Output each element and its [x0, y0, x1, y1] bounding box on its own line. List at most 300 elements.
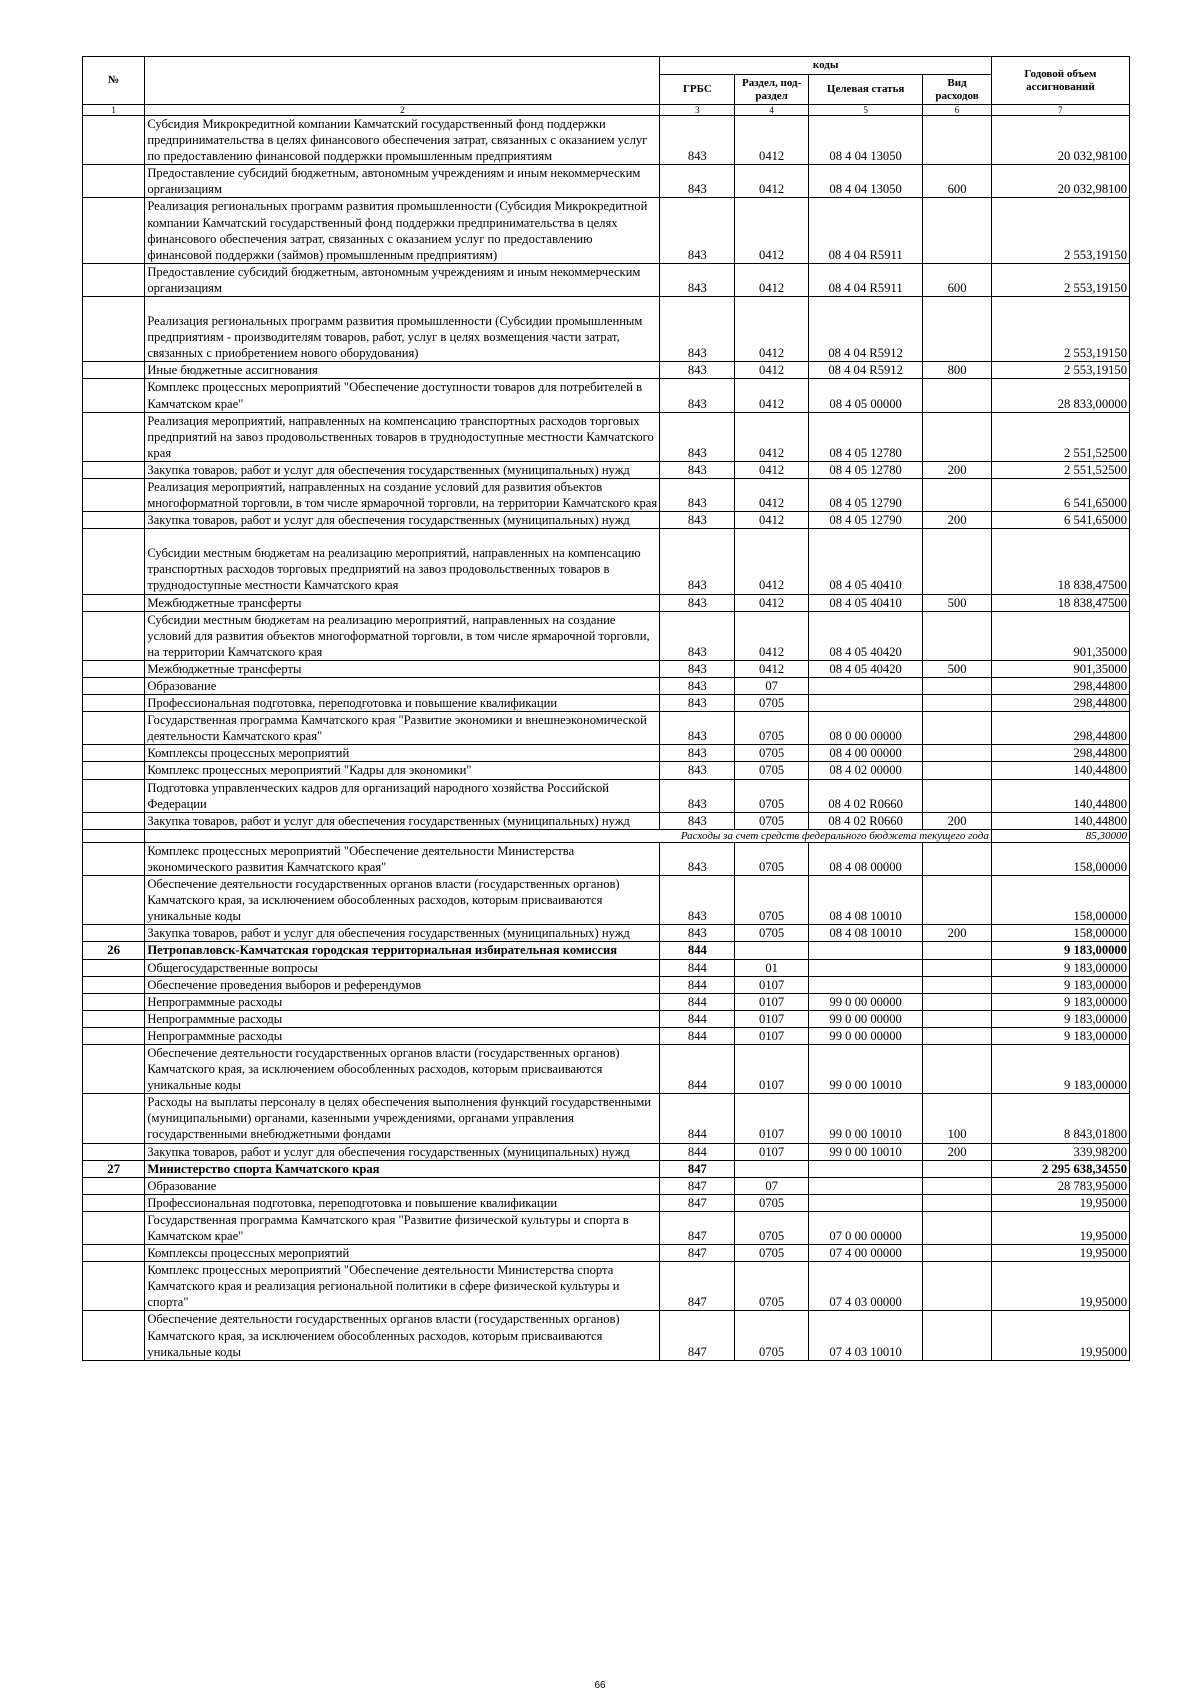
table-row	[83, 842, 1130, 875]
allocation-amount: 19,95000	[991, 1194, 1129, 1211]
row-name: Закупка товаров, работ и услуг для обеспечения государственных (муниципальных) нужд	[145, 1143, 660, 1160]
allocation-amount: 6 541,65000	[991, 478, 1129, 511]
table-row	[83, 412, 1130, 461]
expense-type-code	[923, 1194, 992, 1211]
allocation-amount: 20 032,98100	[991, 165, 1129, 198]
row-number-cell	[83, 1262, 145, 1311]
table-row	[83, 594, 1130, 611]
razdel-code: 07	[735, 678, 809, 695]
table-row	[83, 1262, 1130, 1311]
table-row	[83, 297, 1130, 362]
grbs-code: 843	[660, 695, 735, 712]
grbs-code: 843	[660, 712, 735, 745]
razdel-code: 0705	[735, 1262, 809, 1311]
allocation-amount: 2 553,19150	[991, 362, 1129, 379]
razdel-code: 0705	[735, 876, 809, 925]
row-number-cell	[83, 412, 145, 461]
row-number-cell	[83, 876, 145, 925]
grbs-code: 844	[660, 993, 735, 1010]
target-article-code: 99 0 00 10010	[809, 1143, 923, 1160]
row-number-cell	[83, 925, 145, 942]
allocation-amount: 2 295 638,34550	[991, 1160, 1129, 1177]
grbs-code: 843	[660, 297, 735, 362]
column-number: 3	[660, 105, 735, 116]
table-row	[83, 1027, 1130, 1044]
row-number-cell	[83, 478, 145, 511]
column-number: 5	[809, 105, 923, 116]
row-name: Комплекс процессных мероприятий "Обеспечение деятельности Министерства экономического развития Камчатского края"	[145, 842, 660, 875]
expense-type-code	[923, 745, 992, 762]
grbs-code: 843	[660, 116, 735, 165]
grbs-code: 843	[660, 263, 735, 296]
target-article-code	[809, 695, 923, 712]
grbs-code: 844	[660, 942, 735, 959]
allocation-amount: 158,00000	[991, 842, 1129, 875]
table-row	[83, 116, 1130, 165]
allocation-amount: 140,44800	[991, 812, 1129, 829]
row-name: Реализация мероприятий, направленных на создание условий для развития объектов многоформатной торговли, в том числе ярмарочной торговли, на территории Камчатского края	[145, 478, 660, 511]
target-article-code: 08 4 04 13050	[809, 116, 923, 165]
expense-type-code	[923, 1160, 992, 1177]
target-article-code: 08 4 05 00000	[809, 379, 923, 412]
razdel-code: 0705	[735, 779, 809, 812]
row-name: Реализация региональных программ развития промышленности (Субсидия Микрокредитной компании Камчатский государственный фонд поддержки предпринимательства в целях финансового обеспечения затрат, связанных с оказанием услуг по предоставлению финансовой поддержки (займов) промышленным предприятиям)	[145, 198, 660, 263]
grbs-code: 843	[660, 745, 735, 762]
expense-type-code	[923, 478, 992, 511]
table-row	[83, 165, 1130, 198]
target-article-code: 99 0 00 00000	[809, 1010, 923, 1027]
row-number-cell	[83, 1245, 145, 1262]
allocation-amount: 18 838,47500	[991, 529, 1129, 594]
expense-type-code	[923, 993, 992, 1010]
grbs-code: 843	[660, 925, 735, 942]
razdel-code: 0705	[735, 1245, 809, 1262]
row-number-cell	[83, 762, 145, 779]
allocation-amount: 9 183,00000	[991, 1044, 1129, 1093]
target-article-code: 08 4 04 R5911	[809, 198, 923, 263]
table-row	[83, 762, 1130, 779]
table-row	[83, 660, 1130, 677]
expense-type-code	[923, 959, 992, 976]
target-article-code: 99 0 00 00000	[809, 1027, 923, 1044]
table-row	[83, 712, 1130, 745]
expense-type-code	[923, 297, 992, 362]
row-number-cell	[83, 1211, 145, 1244]
allocation-amount: 9 183,00000	[991, 993, 1129, 1010]
row-number-cell	[83, 1311, 145, 1360]
row-name: Закупка товаров, работ и услуг для обеспечения государственных (муниципальных) нужд	[145, 812, 660, 829]
target-article-code: 08 0 00 00000	[809, 712, 923, 745]
expense-type-code	[923, 1211, 992, 1244]
target-article-code	[809, 1177, 923, 1194]
allocation-amount: 8 843,01800	[991, 1094, 1129, 1143]
allocation-amount: 140,44800	[991, 779, 1129, 812]
column-number: 6	[923, 105, 992, 116]
razdel-code: 0412	[735, 297, 809, 362]
row-name: Министерство спорта Камчатского края	[145, 1160, 660, 1177]
target-article-code	[809, 942, 923, 959]
row-number-cell	[83, 678, 145, 695]
razdel-code: 0705	[735, 812, 809, 829]
razdel-code: 0412	[735, 198, 809, 263]
table-row	[83, 993, 1130, 1010]
target-article-code: 08 4 02 R0660	[809, 812, 923, 829]
row-name: Непрограммные расходы	[145, 1027, 660, 1044]
row-name: Подготовка управленческих кадров для организаций народного хозяйства Российской Федерации	[145, 779, 660, 812]
target-article-code: 08 4 04 R5912	[809, 297, 923, 362]
expense-type-code	[923, 412, 992, 461]
expense-type-code	[923, 695, 992, 712]
organization-row	[83, 1160, 1130, 1177]
razdel-code: 0412	[735, 379, 809, 412]
allocation-amount: 19,95000	[991, 1211, 1129, 1244]
target-article-code	[809, 1194, 923, 1211]
allocation-amount: 9 183,00000	[991, 959, 1129, 976]
row-number-cell	[83, 829, 145, 842]
expense-type-code: 600	[923, 165, 992, 198]
razdel-code: 07	[735, 1177, 809, 1194]
row-number-cell	[83, 512, 145, 529]
grbs-code: 847	[660, 1194, 735, 1211]
row-number-cell	[83, 779, 145, 812]
table-row	[83, 695, 1130, 712]
row-name: Обеспечение проведения выборов и референдумов	[145, 976, 660, 993]
grbs-code: 843	[660, 876, 735, 925]
expense-type-code: 800	[923, 362, 992, 379]
row-name: Профессиональная подготовка, переподготовка и повышение квалификации	[145, 1194, 660, 1211]
row-name: Государственная программа Камчатского края "Развитие экономики и внешнеэкономической деятельности Камчатского края"	[145, 712, 660, 745]
grbs-code: 844	[660, 1094, 735, 1143]
row-name: Межбюджетные трансферты	[145, 660, 660, 677]
table-row	[83, 1010, 1130, 1027]
row-name: Общегосударственные вопросы	[145, 959, 660, 976]
table-row	[83, 925, 1130, 942]
expense-type-code: 200	[923, 925, 992, 942]
razdel-code: 0412	[735, 412, 809, 461]
razdel-code: 0705	[735, 762, 809, 779]
row-number-cell	[83, 993, 145, 1010]
expense-type-code	[923, 1044, 992, 1093]
allocation-amount: 158,00000	[991, 876, 1129, 925]
row-name: Обеспечение деятельности государственных органов власти (государственных органов) Камчатского края, за исключением обособленных расходов, которым присваиваются уникальные коды	[145, 1044, 660, 1093]
allocation-amount: 28 833,00000	[991, 379, 1129, 412]
table-row	[83, 976, 1130, 993]
expense-type-code	[923, 611, 992, 660]
allocation-amount: 298,44800	[991, 695, 1129, 712]
row-number-cell	[83, 712, 145, 745]
table-row	[83, 512, 1130, 529]
row-number-cell	[83, 165, 145, 198]
razdel-code: 0412	[735, 478, 809, 511]
table-row	[83, 1245, 1130, 1262]
grbs-code: 847	[660, 1311, 735, 1360]
table-row	[83, 1177, 1130, 1194]
razdel-code: 0705	[735, 745, 809, 762]
allocation-amount: 2 551,52500	[991, 461, 1129, 478]
allocation-amount: 158,00000	[991, 925, 1129, 942]
grbs-code: 843	[660, 198, 735, 263]
row-name: Предоставление субсидий бюджетным, автономным учреждениям и иным некоммерческим организациям	[145, 165, 660, 198]
expense-type-code	[923, 1010, 992, 1027]
razdel-code: 0705	[735, 1311, 809, 1360]
target-article-code: 08 4 05 12790	[809, 512, 923, 529]
row-name: Образование	[145, 678, 660, 695]
razdel-code: 0412	[735, 529, 809, 594]
target-article-code: 08 4 05 40410	[809, 594, 923, 611]
grbs-code: 844	[660, 959, 735, 976]
allocation-amount: 2 553,19150	[991, 297, 1129, 362]
row-number-cell	[83, 379, 145, 412]
expense-type-code: 600	[923, 263, 992, 296]
grbs-code: 844	[660, 1044, 735, 1093]
table-header	[83, 57, 1130, 116]
grbs-code: 843	[660, 594, 735, 611]
table-row	[83, 1143, 1130, 1160]
table-row	[83, 611, 1130, 660]
table-row	[83, 461, 1130, 478]
allocation-amount: 2 551,52500	[991, 412, 1129, 461]
grbs-code: 843	[660, 461, 735, 478]
target-article-code	[809, 976, 923, 993]
header-razdel: Раздел, под-раздел	[735, 75, 809, 105]
grbs-code: 843	[660, 478, 735, 511]
allocation-amount: 9 183,00000	[991, 1010, 1129, 1027]
target-article-code: 07 4 03 10010	[809, 1311, 923, 1360]
row-name: Комплексы процессных мероприятий	[145, 1245, 660, 1262]
grbs-code: 843	[660, 512, 735, 529]
note-text: Расходы за счет средств федерального бюджета текущего года	[145, 829, 992, 842]
grbs-code: 847	[660, 1160, 735, 1177]
target-article-code: 08 4 05 40420	[809, 611, 923, 660]
target-article-code	[809, 959, 923, 976]
column-number: 4	[735, 105, 809, 116]
expense-type-code	[923, 942, 992, 959]
table-body	[83, 116, 1130, 1361]
table-row	[83, 478, 1130, 511]
row-name: Межбюджетные трансферты	[145, 594, 660, 611]
expense-type-code	[923, 1245, 992, 1262]
expense-type-code	[923, 976, 992, 993]
grbs-code: 843	[660, 842, 735, 875]
table-row	[83, 263, 1130, 296]
header-name	[145, 57, 660, 105]
target-article-code: 08 4 00 00000	[809, 745, 923, 762]
grbs-code: 843	[660, 412, 735, 461]
note-amount: 85,30000	[991, 829, 1129, 842]
expense-type-code	[923, 116, 992, 165]
expense-type-code	[923, 1027, 992, 1044]
grbs-code: 843	[660, 379, 735, 412]
row-number-cell	[83, 959, 145, 976]
razdel-code: 01	[735, 959, 809, 976]
row-number-cell	[83, 1177, 145, 1194]
grbs-code: 847	[660, 1262, 735, 1311]
header-target-article: Целевая статья	[809, 75, 923, 105]
expense-type-code	[923, 379, 992, 412]
grbs-code: 843	[660, 611, 735, 660]
row-name: Иные бюджетные ассигнования	[145, 362, 660, 379]
row-name: Комплекс процессных мероприятий "Обеспечение доступности товаров для потребителей в Камчатском крае"	[145, 379, 660, 412]
row-name: Реализация региональных программ развития промышленности (Субсидии промышленным предприятиям - производителям товаров, работ, услуг в целях возмещения части затрат, связанных с приобретением нового оборудования)	[145, 297, 660, 362]
grbs-code: 844	[660, 976, 735, 993]
table-row	[83, 379, 1130, 412]
grbs-code: 843	[660, 165, 735, 198]
grbs-code: 844	[660, 1143, 735, 1160]
row-name: Непрограммные расходы	[145, 993, 660, 1010]
target-article-code: 08 4 08 00000	[809, 842, 923, 875]
row-number-cell	[83, 263, 145, 296]
allocation-amount: 339,98200	[991, 1143, 1129, 1160]
header-grbs: ГРБС	[660, 75, 735, 105]
expense-type-code	[923, 529, 992, 594]
expense-type-code: 200	[923, 512, 992, 529]
expense-type-code: 100	[923, 1094, 992, 1143]
expense-type-code	[923, 876, 992, 925]
razdel-code: 0412	[735, 362, 809, 379]
target-article-code: 08 4 02 R0660	[809, 779, 923, 812]
table-row	[83, 1194, 1130, 1211]
row-number-cell	[83, 1194, 145, 1211]
row-number-cell	[83, 842, 145, 875]
row-number-cell	[83, 1044, 145, 1093]
allocation-amount: 9 183,00000	[991, 976, 1129, 993]
razdel-code: 0412	[735, 116, 809, 165]
target-article-code: 08 4 04 13050	[809, 165, 923, 198]
row-number-cell	[83, 116, 145, 165]
expense-type-code	[923, 762, 992, 779]
expense-type-code	[923, 198, 992, 263]
section-number: 27	[83, 1160, 145, 1177]
header-codes: коды	[660, 57, 991, 75]
expense-type-code	[923, 678, 992, 695]
table-row	[83, 1044, 1130, 1093]
table-row	[83, 678, 1130, 695]
row-name: Субсидии местным бюджетам на реализацию мероприятий, направленных на создание условий для развития объектов многоформатной торговли, в том числе ярмарочной торговли, на территории Камчатского края	[145, 611, 660, 660]
target-article-code: 08 4 08 10010	[809, 876, 923, 925]
target-article-code: 08 4 02 00000	[809, 762, 923, 779]
row-name: Комплексы процессных мероприятий	[145, 745, 660, 762]
row-name: Закупка товаров, работ и услуг для обеспечения государственных (муниципальных) нужд	[145, 461, 660, 478]
razdel-code	[735, 1160, 809, 1177]
row-name: Расходы на выплаты персоналу в целях обеспечения выполнения функций государственными (муниципальными) органами, казенными учреждениями, органами управления государственными внебюджетными фондами	[145, 1094, 660, 1143]
razdel-code: 0705	[735, 842, 809, 875]
allocation-amount: 298,44800	[991, 678, 1129, 695]
expense-type-code: 200	[923, 812, 992, 829]
row-number-cell	[83, 362, 145, 379]
razdel-code: 0412	[735, 611, 809, 660]
row-number-cell	[83, 660, 145, 677]
budget-table-page	[82, 56, 1130, 1361]
target-article-code: 08 4 08 10010	[809, 925, 923, 942]
target-article-code	[809, 678, 923, 695]
row-number-cell	[83, 695, 145, 712]
grbs-code: 844	[660, 1027, 735, 1044]
expense-type-code	[923, 1262, 992, 1311]
razdel-code	[735, 942, 809, 959]
row-number-cell	[83, 1143, 145, 1160]
expense-type-code: 500	[923, 660, 992, 677]
row-number-cell	[83, 611, 145, 660]
razdel-code: 0412	[735, 594, 809, 611]
razdel-code: 0412	[735, 512, 809, 529]
target-article-code: 08 4 05 40420	[809, 660, 923, 677]
allocation-amount: 18 838,47500	[991, 594, 1129, 611]
grbs-code: 843	[660, 762, 735, 779]
row-number-cell	[83, 1010, 145, 1027]
expense-type-code: 200	[923, 461, 992, 478]
razdel-code: 0412	[735, 165, 809, 198]
target-article-code	[809, 1160, 923, 1177]
target-article-code: 08 4 05 12780	[809, 461, 923, 478]
grbs-code: 843	[660, 812, 735, 829]
grbs-code: 847	[660, 1211, 735, 1244]
target-article-code: 08 4 05 12780	[809, 412, 923, 461]
expense-type-code	[923, 1311, 992, 1360]
grbs-code: 843	[660, 362, 735, 379]
allocation-amount: 298,44800	[991, 745, 1129, 762]
target-article-code: 07 4 00 00000	[809, 1245, 923, 1262]
table-row	[83, 529, 1130, 594]
razdel-code: 0705	[735, 695, 809, 712]
razdel-code: 0107	[735, 1044, 809, 1093]
allocation-amount: 28 783,95000	[991, 1177, 1129, 1194]
target-article-code: 08 4 04 R5912	[809, 362, 923, 379]
allocation-amount: 298,44800	[991, 712, 1129, 745]
allocation-amount: 2 553,19150	[991, 263, 1129, 296]
expense-type-code: 500	[923, 594, 992, 611]
target-article-code: 08 4 05 12790	[809, 478, 923, 511]
row-name: Субсидия Микрокредитной компании Камчатский государственный фонд поддержки предпринимательства в целях финансового обеспечения затрат, связанных с оказанием услуг по предоставлению финансовой поддержки промышленным предприятиям	[145, 116, 660, 165]
razdel-code: 0107	[735, 976, 809, 993]
table-row	[83, 959, 1130, 976]
expense-type-code	[923, 779, 992, 812]
row-number-cell	[83, 198, 145, 263]
row-name: Профессиональная подготовка, переподготовка и повышение квалификации	[145, 695, 660, 712]
budget-table	[82, 56, 1130, 1361]
table-row	[83, 1094, 1130, 1143]
razdel-code: 0705	[735, 712, 809, 745]
razdel-code: 0705	[735, 1194, 809, 1211]
row-number-cell	[83, 976, 145, 993]
row-name: Обеспечение деятельности государственных органов власти (государственных органов) Камчатского края, за исключением обособленных расходов, которым присваиваются уникальные коды	[145, 876, 660, 925]
row-number-cell	[83, 594, 145, 611]
row-name: Петропавловск-Камчатская городская территориальная избирательная комиссия	[145, 942, 660, 959]
grbs-code: 843	[660, 779, 735, 812]
allocation-amount: 19,95000	[991, 1262, 1129, 1311]
column-number: 2	[145, 105, 660, 116]
row-name: Предоставление субсидий бюджетным, автономным учреждениям и иным некоммерческим организациям	[145, 263, 660, 296]
table-row	[83, 876, 1130, 925]
row-name: Комплекс процессных мероприятий "Обеспечение деятельности Министерства спорта Камчатского края и реализация региональной политики в сфере физической культуры и спорта"	[145, 1262, 660, 1311]
grbs-code: 844	[660, 1010, 735, 1027]
row-number-cell	[83, 812, 145, 829]
target-article-code: 99 0 00 10010	[809, 1094, 923, 1143]
expense-type-code: 200	[923, 1143, 992, 1160]
table-row	[83, 1311, 1130, 1360]
table-row	[83, 362, 1130, 379]
target-article-code: 07 4 03 00000	[809, 1262, 923, 1311]
grbs-code: 843	[660, 660, 735, 677]
row-name: Реализация мероприятий, направленных на компенсацию транспортных расходов торговых предприятий на завоз продовольственных товаров в труднодоступные местности Камчатского края	[145, 412, 660, 461]
table-row	[83, 1211, 1130, 1244]
table-row	[83, 812, 1130, 829]
row-name: Закупка товаров, работ и услуг для обеспечения государственных (муниципальных) нужд	[145, 925, 660, 942]
expense-type-code	[923, 1177, 992, 1194]
column-number: 1	[83, 105, 145, 116]
grbs-code: 847	[660, 1177, 735, 1194]
allocation-amount: 901,35000	[991, 611, 1129, 660]
razdel-code: 0705	[735, 925, 809, 942]
